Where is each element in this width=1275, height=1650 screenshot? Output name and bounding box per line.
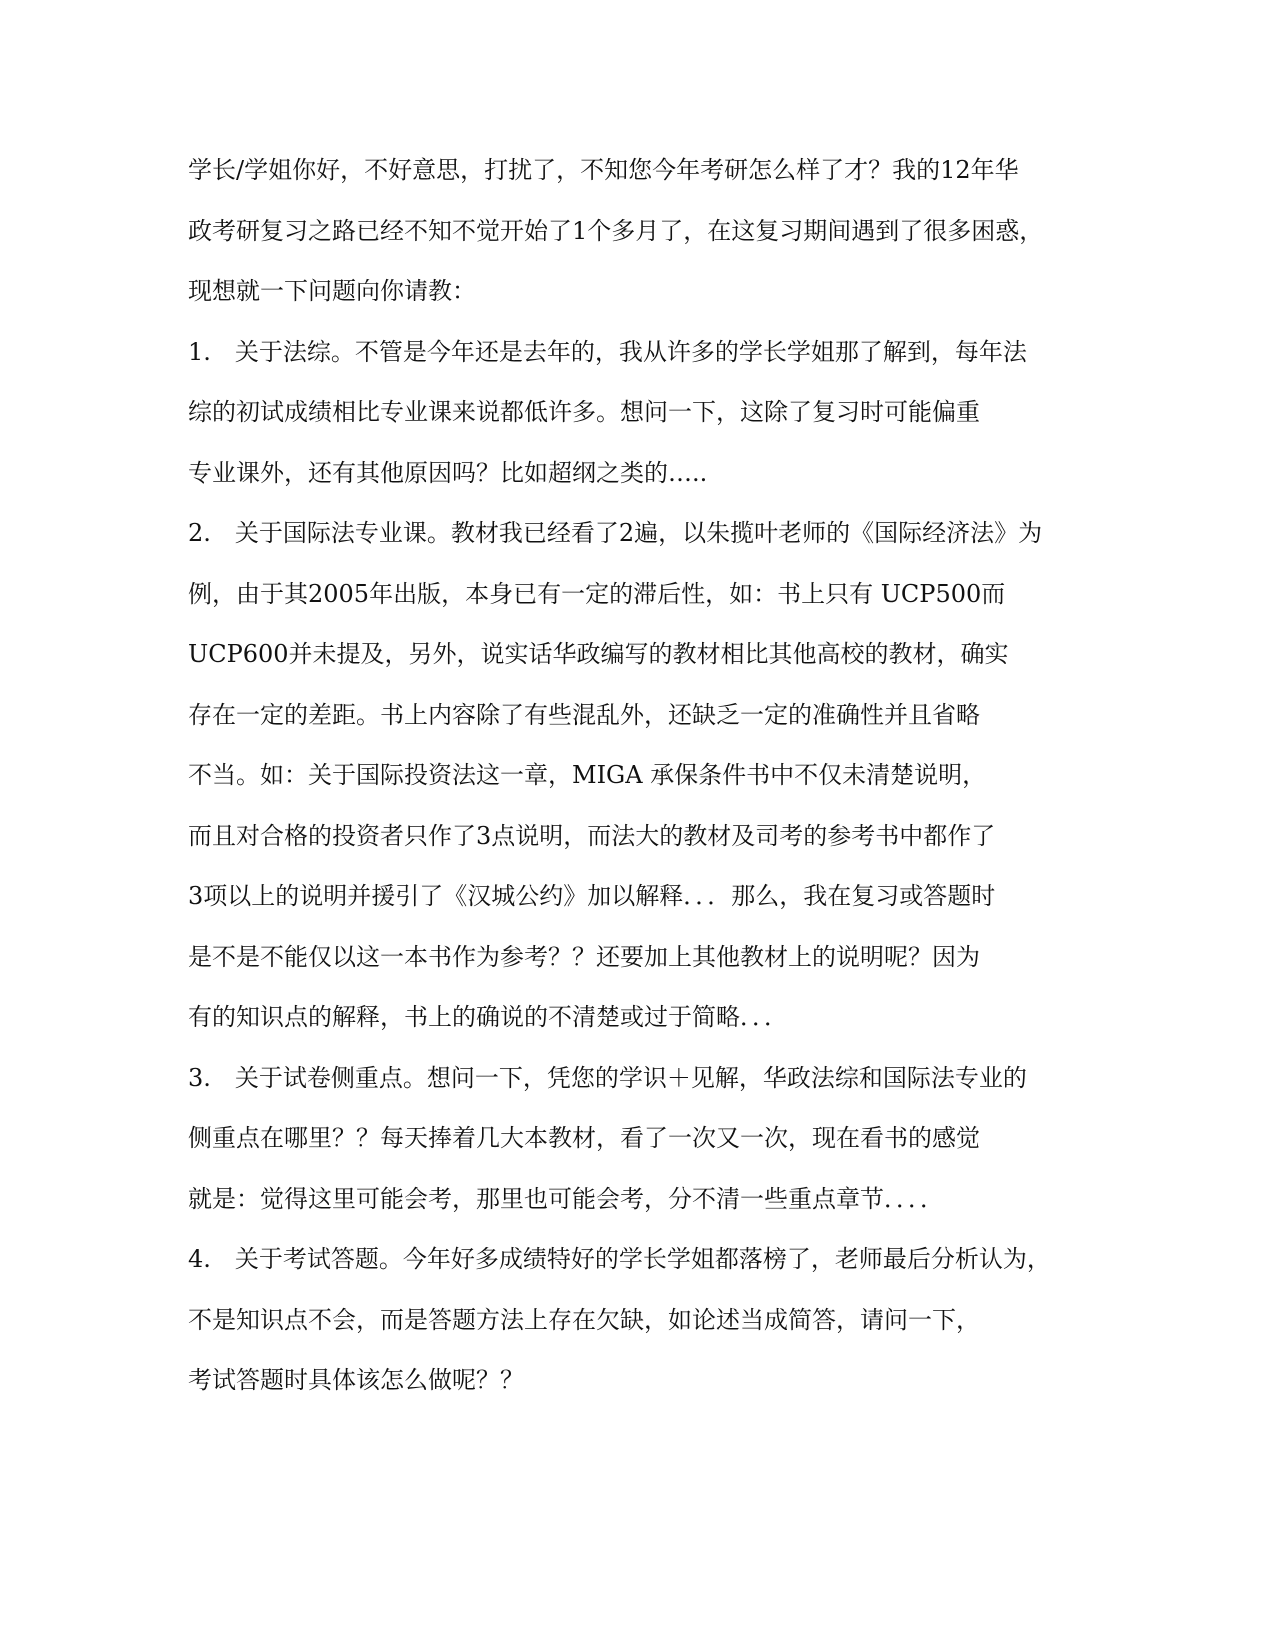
text-line: 是不是不能仅以这一本书作为参考？？还要加上其他教材上的说明呢？因为 [188,942,980,971]
question-1-line: 1. 关于法综。不管是今年还是去年的，我从许多的学长学姐那了解到，每年法 [188,337,1027,366]
text-line: 存在一定的差距。书上内容除了有些混乱外，还缺乏一定的准确性并且省略 [188,700,980,729]
text-line: 例，由于其2005年出版，本身已有一定的滞后性，如：书上只有 UCP500而 [188,579,1006,608]
text-line: 而且对合格的投资者只作了3点说明，而法大的教材及司考的参考书中都作了 [188,821,996,850]
letter-body [188,140,1088,1411]
text-line: 不是知识点不会，而是答题方法上存在欠缺，如论述当成简答，请问一下， [188,1305,980,1334]
question-3-line: 3. 关于试卷侧重点。想问一下，凭您的学识＋见解，华政法综和国际法专业的 [188,1063,1027,1092]
text-line: 专业课外，还有其他原因吗？比如超纲之类的….. [188,458,708,487]
text-line: 政考研复习之路已经不知不觉开始了1个多月了，在这复习期间遇到了很多困惑， [188,216,1044,245]
text-line: 学长/学姐你好，不好意思，打扰了，不知您今年考研怎么样了才？我的12年华 [188,156,1019,184]
text-line: 考试答题时具体该怎么做呢？？ [188,1366,524,1394]
text-line: 侧重点在哪里？？每天捧着几大本教材，看了一次又一次，现在看书的感觉 [188,1124,980,1152]
question-2-line: 2. 关于国际法专业课。教材我已经看了2遍，以朱揽叶老师的《国际经济法》为 [188,519,1043,547]
text-line: 就是：觉得这里可能会考，那里也可能会考，分不清一些重点章节．．．． [188,1184,944,1213]
text-line: 现想就一下问题向你请教： [188,277,476,305]
text-line: 有的知识点的解释，书上的确说的不清楚或过于简略．．． [188,1003,788,1031]
text-line: 不当。如：关于国际投资法这一章，MIGA 承保条件书中不仅未清楚说明， [188,761,987,789]
question-4-line: 4. 关于考试答题。今年好多成绩特好的学长学姐都落榜了，老师最后分析认为， [188,1245,1051,1273]
text-line: 综的初试成绩相比专业课来说都低许多。想问一下，这除了复习时可能偏重 [188,398,980,426]
text-line: 3项以上的说明并援引了《汉城公约》加以解释．．．那么，我在复习或答题时 [188,882,996,910]
text-line: UCP600并未提及，另外，说实话华政编写的教材相比其他高校的教材，确实 [188,640,1009,668]
